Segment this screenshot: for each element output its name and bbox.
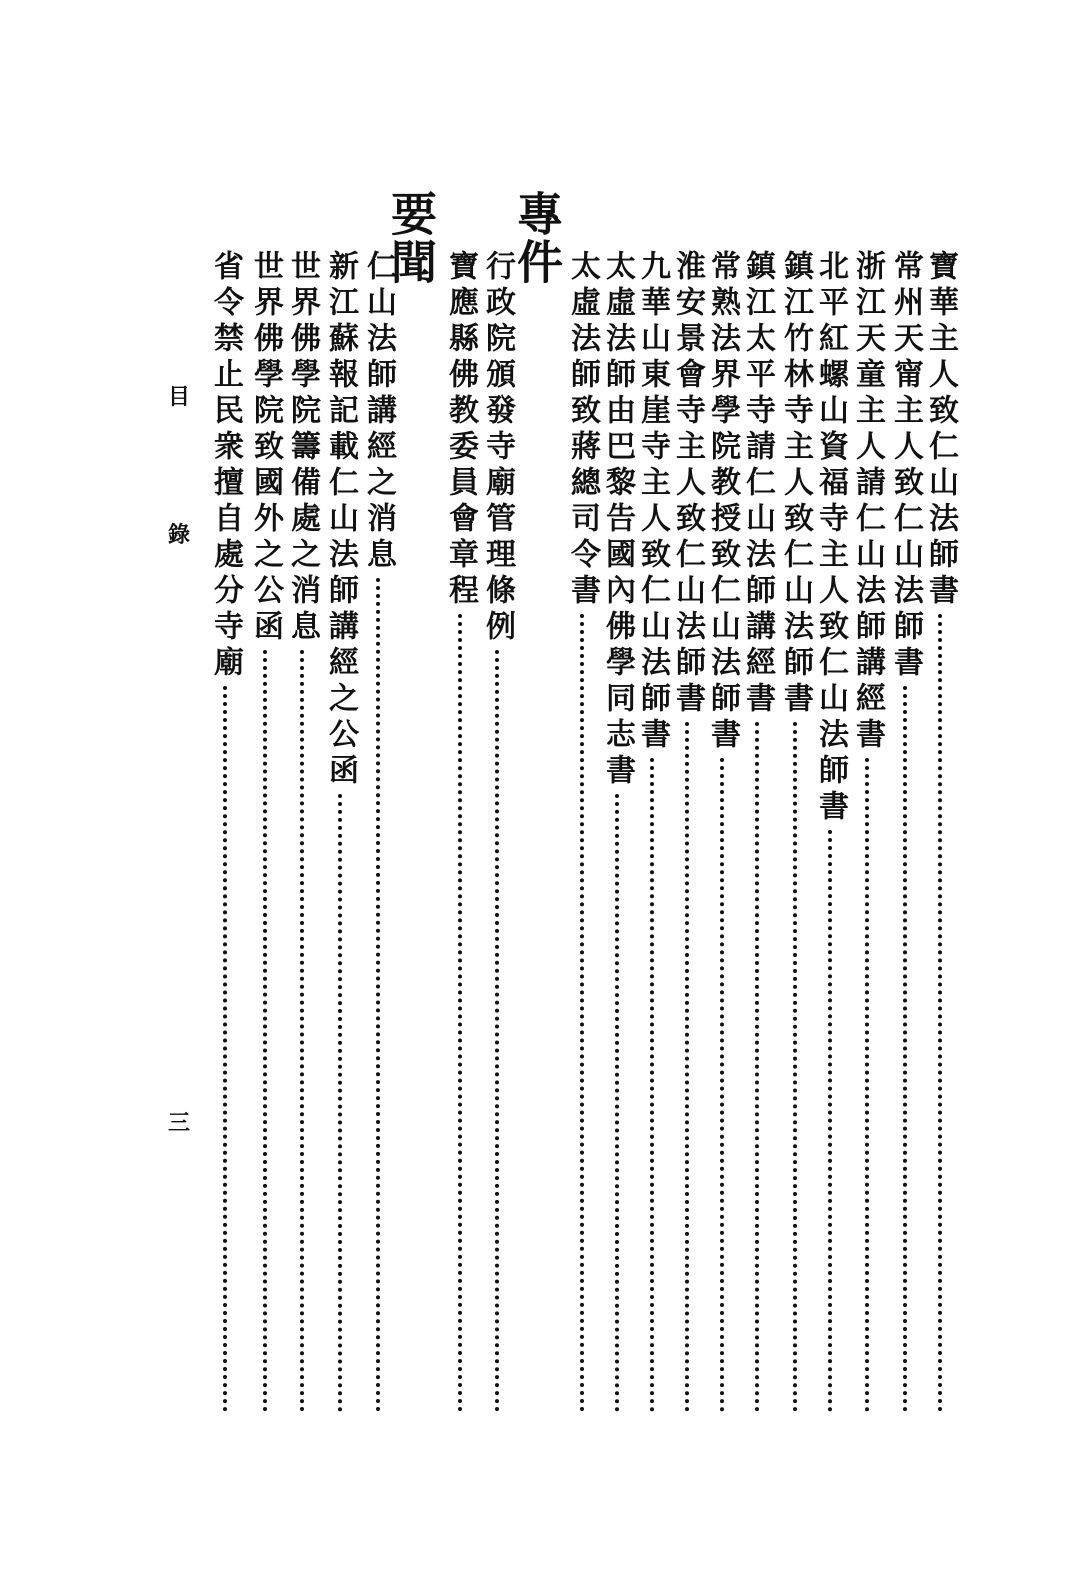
toc-entry [740, 250, 774, 1412]
entry-title: 北平紅螺山資福寺主人致仁山法師書 [813, 250, 848, 826]
toc-entry [888, 250, 922, 1412]
margin-title-mu: 目 [168, 384, 191, 410]
entry-title: 淮安景會寺主人致仁山法師書 [670, 250, 705, 718]
dot-leader [263, 650, 267, 1412]
entry-title: 常熟法界學院教授致仁山法師書 [705, 250, 740, 754]
entry-title: 仁山法師講經之消息 [361, 250, 396, 574]
dot-leader [685, 722, 689, 1412]
dot-leader [793, 722, 797, 1412]
toc-entry [443, 250, 477, 1412]
entry-title: 世界佛學院籌備處之消息 [285, 250, 320, 646]
toc-entry [565, 250, 599, 1412]
entry-title: 寶華主人致仁山法師書 [923, 250, 958, 610]
dot-leader [938, 614, 942, 1412]
toc-entry [813, 250, 847, 1412]
dot-leader [495, 650, 499, 1412]
dot-leader [720, 758, 724, 1412]
dot-leader [615, 794, 619, 1412]
entry-title: 太虛法師致蔣總司令書 [565, 250, 600, 610]
dot-leader [223, 686, 227, 1412]
margin-title-lu: 錄 [168, 522, 191, 548]
toc-entry [778, 250, 812, 1412]
dot-leader [828, 830, 832, 1412]
toc-entry [850, 250, 884, 1412]
dot-leader [650, 758, 654, 1412]
page-number: 三 [168, 1110, 191, 1136]
entry-title: 新江蘇報記載仁山法師講經之公函 [323, 250, 358, 790]
section-heading-news: 要聞 [384, 190, 438, 286]
dot-leader [338, 794, 342, 1412]
toc-entry [361, 250, 395, 1412]
toc-entry [248, 250, 282, 1412]
dot-leader [755, 722, 759, 1412]
entry-title: 鎮江竹林寺主人致仁山法師書 [778, 250, 813, 718]
dot-leader [300, 650, 304, 1412]
entry-title: 常州天甯主人致仁山法師書 [888, 250, 923, 682]
section-heading-special: 專件 [510, 190, 564, 286]
dot-leader [376, 578, 380, 1412]
toc-entry [323, 250, 357, 1412]
toc-entry [923, 250, 957, 1412]
toc-entry [635, 250, 669, 1412]
entry-title: 省令禁止民衆擅自處分寺廟 [208, 250, 243, 682]
entry-title: 世界佛學院致國外之公函 [248, 250, 283, 646]
dot-leader [903, 686, 907, 1412]
toc-entry [600, 250, 634, 1412]
dot-leader [865, 758, 869, 1412]
entry-title: 寶應縣佛教委員會章程 [443, 250, 478, 610]
entry-title: 浙江天童主人請仁山法師講經書 [850, 250, 885, 754]
dot-leader [458, 614, 462, 1412]
toc-entry [285, 250, 319, 1412]
toc-entry [670, 250, 704, 1412]
toc-entry [208, 250, 242, 1412]
dot-leader [580, 614, 584, 1412]
entry-title: 九華山東崖寺主人致仁山法師書 [635, 250, 670, 754]
entry-title: 行政院頒發寺廟管理條例 [480, 250, 515, 646]
toc-entry [480, 250, 514, 1412]
entry-title: 鎮江太平寺請仁山法師講經書 [740, 250, 775, 718]
entry-title: 太虛法師由巴黎告國內佛學同志書 [600, 250, 635, 790]
toc-entry [705, 250, 739, 1412]
